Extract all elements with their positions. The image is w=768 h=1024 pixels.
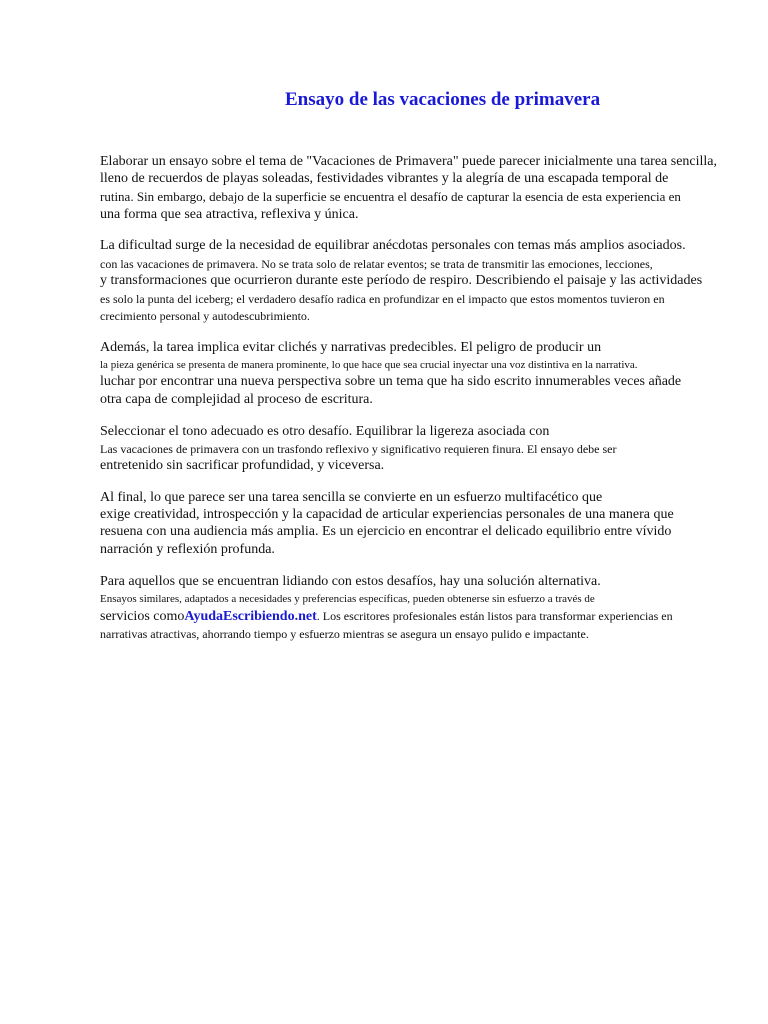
text-line: con las vacaciones de primavera. No se trata solo de relatar eventos; se trata de transmitir las emociones, lecciones, — [100, 257, 653, 271]
text-line: Ensayos similares, adaptados a necesidades y preferencias específicas, pueden obtenerse sin esfuerzo a través de — [100, 593, 595, 605]
text-line: otra capa de complejidad al proceso de escritura. — [100, 392, 373, 407]
text-line: y transformaciones que ocurrieron durante este período de respiro. Describiendo el paisaje y las actividades — [100, 273, 703, 288]
text-line: Además, la tarea implica evitar clichés y narrativas predecibles. El peligro de producir un — [100, 340, 602, 355]
ayuda-escribiendo-link[interactable]: AyudaEscribiendo.net — [184, 609, 317, 624]
text-line-with-link — [100, 608, 673, 625]
text-line: Para aquellos que se encuentran lidiando con estos desafíos, hay una solución alternativa. — [100, 574, 601, 589]
text-line: exige creatividad, introspección y la capacidad de articular experiencias personales de una manera que — [100, 507, 674, 522]
text-line: es solo la punta del iceberg; el verdadero desafío radica en profundizar en el impacto que estos momentos tuvieron en — [100, 292, 665, 306]
page-title: Ensayo de las vacaciones de primavera — [285, 89, 601, 110]
text-line: Las vacaciones de primavera con un trasfondo reflexivo y significativo requieren finura. El ensayo debe ser — [100, 442, 617, 456]
text-line: una forma que sea atractiva, reflexiva y única. — [100, 207, 359, 222]
text-line: entretenido sin sacrificar profundidad, y viceversa. — [100, 458, 385, 473]
text-line: narrativas atractivas, ahorrando tiempo y esfuerzo mientras se asegura un ensayo pulido e impactante. — [100, 627, 589, 641]
text-line: Seleccionar el tono adecuado es otro desafío. Equilibrar la ligereza asociada con — [100, 424, 550, 439]
text-line: resuena con una audiencia más amplia. Es un ejercicio en encontrar el delicado equilibrio entre vívido — [100, 524, 672, 539]
text-line: Al final, lo que parece ser una tarea sencilla se convierte en un esfuerzo multifacético que — [100, 490, 603, 505]
text-line: narración y reflexión profunda. — [100, 542, 275, 557]
text-line: lleno de recuerdos de playas soleadas, festividades vibrantes y la alegría de una escapada temporal de — [100, 171, 669, 186]
text-line: crecimiento personal y autodescubrimiento. — [100, 309, 310, 323]
text-line: luchar por encontrar una nueva perspectiva sobre un tema que ha sido escrito innumerables veces añade — [100, 374, 682, 389]
text-line: La dificultad surge de la necesidad de equilibrar anécdotas personales con temas más amplios asociados. — [100, 238, 686, 253]
text-line: rutina. Sin embargo, debajo de la superficie se encuentra el desafío de capturar la esencia de esta experiencia en — [100, 189, 681, 204]
text-line: la pieza genérica se presenta de manera prominente, lo que hace que sea crucial inyectar una voz distintiva en la narrativa. — [100, 359, 638, 371]
text-line: Elaborar un ensayo sobre el tema de "Vacaciones de Primavera" puede parecer inicialmente una tarea sencilla, — [100, 154, 718, 169]
link-trailing-text: . Los escritores profesionales están listos para transformar experiencias en — [316, 609, 673, 623]
link-lead-text: servicios como — [100, 609, 185, 624]
